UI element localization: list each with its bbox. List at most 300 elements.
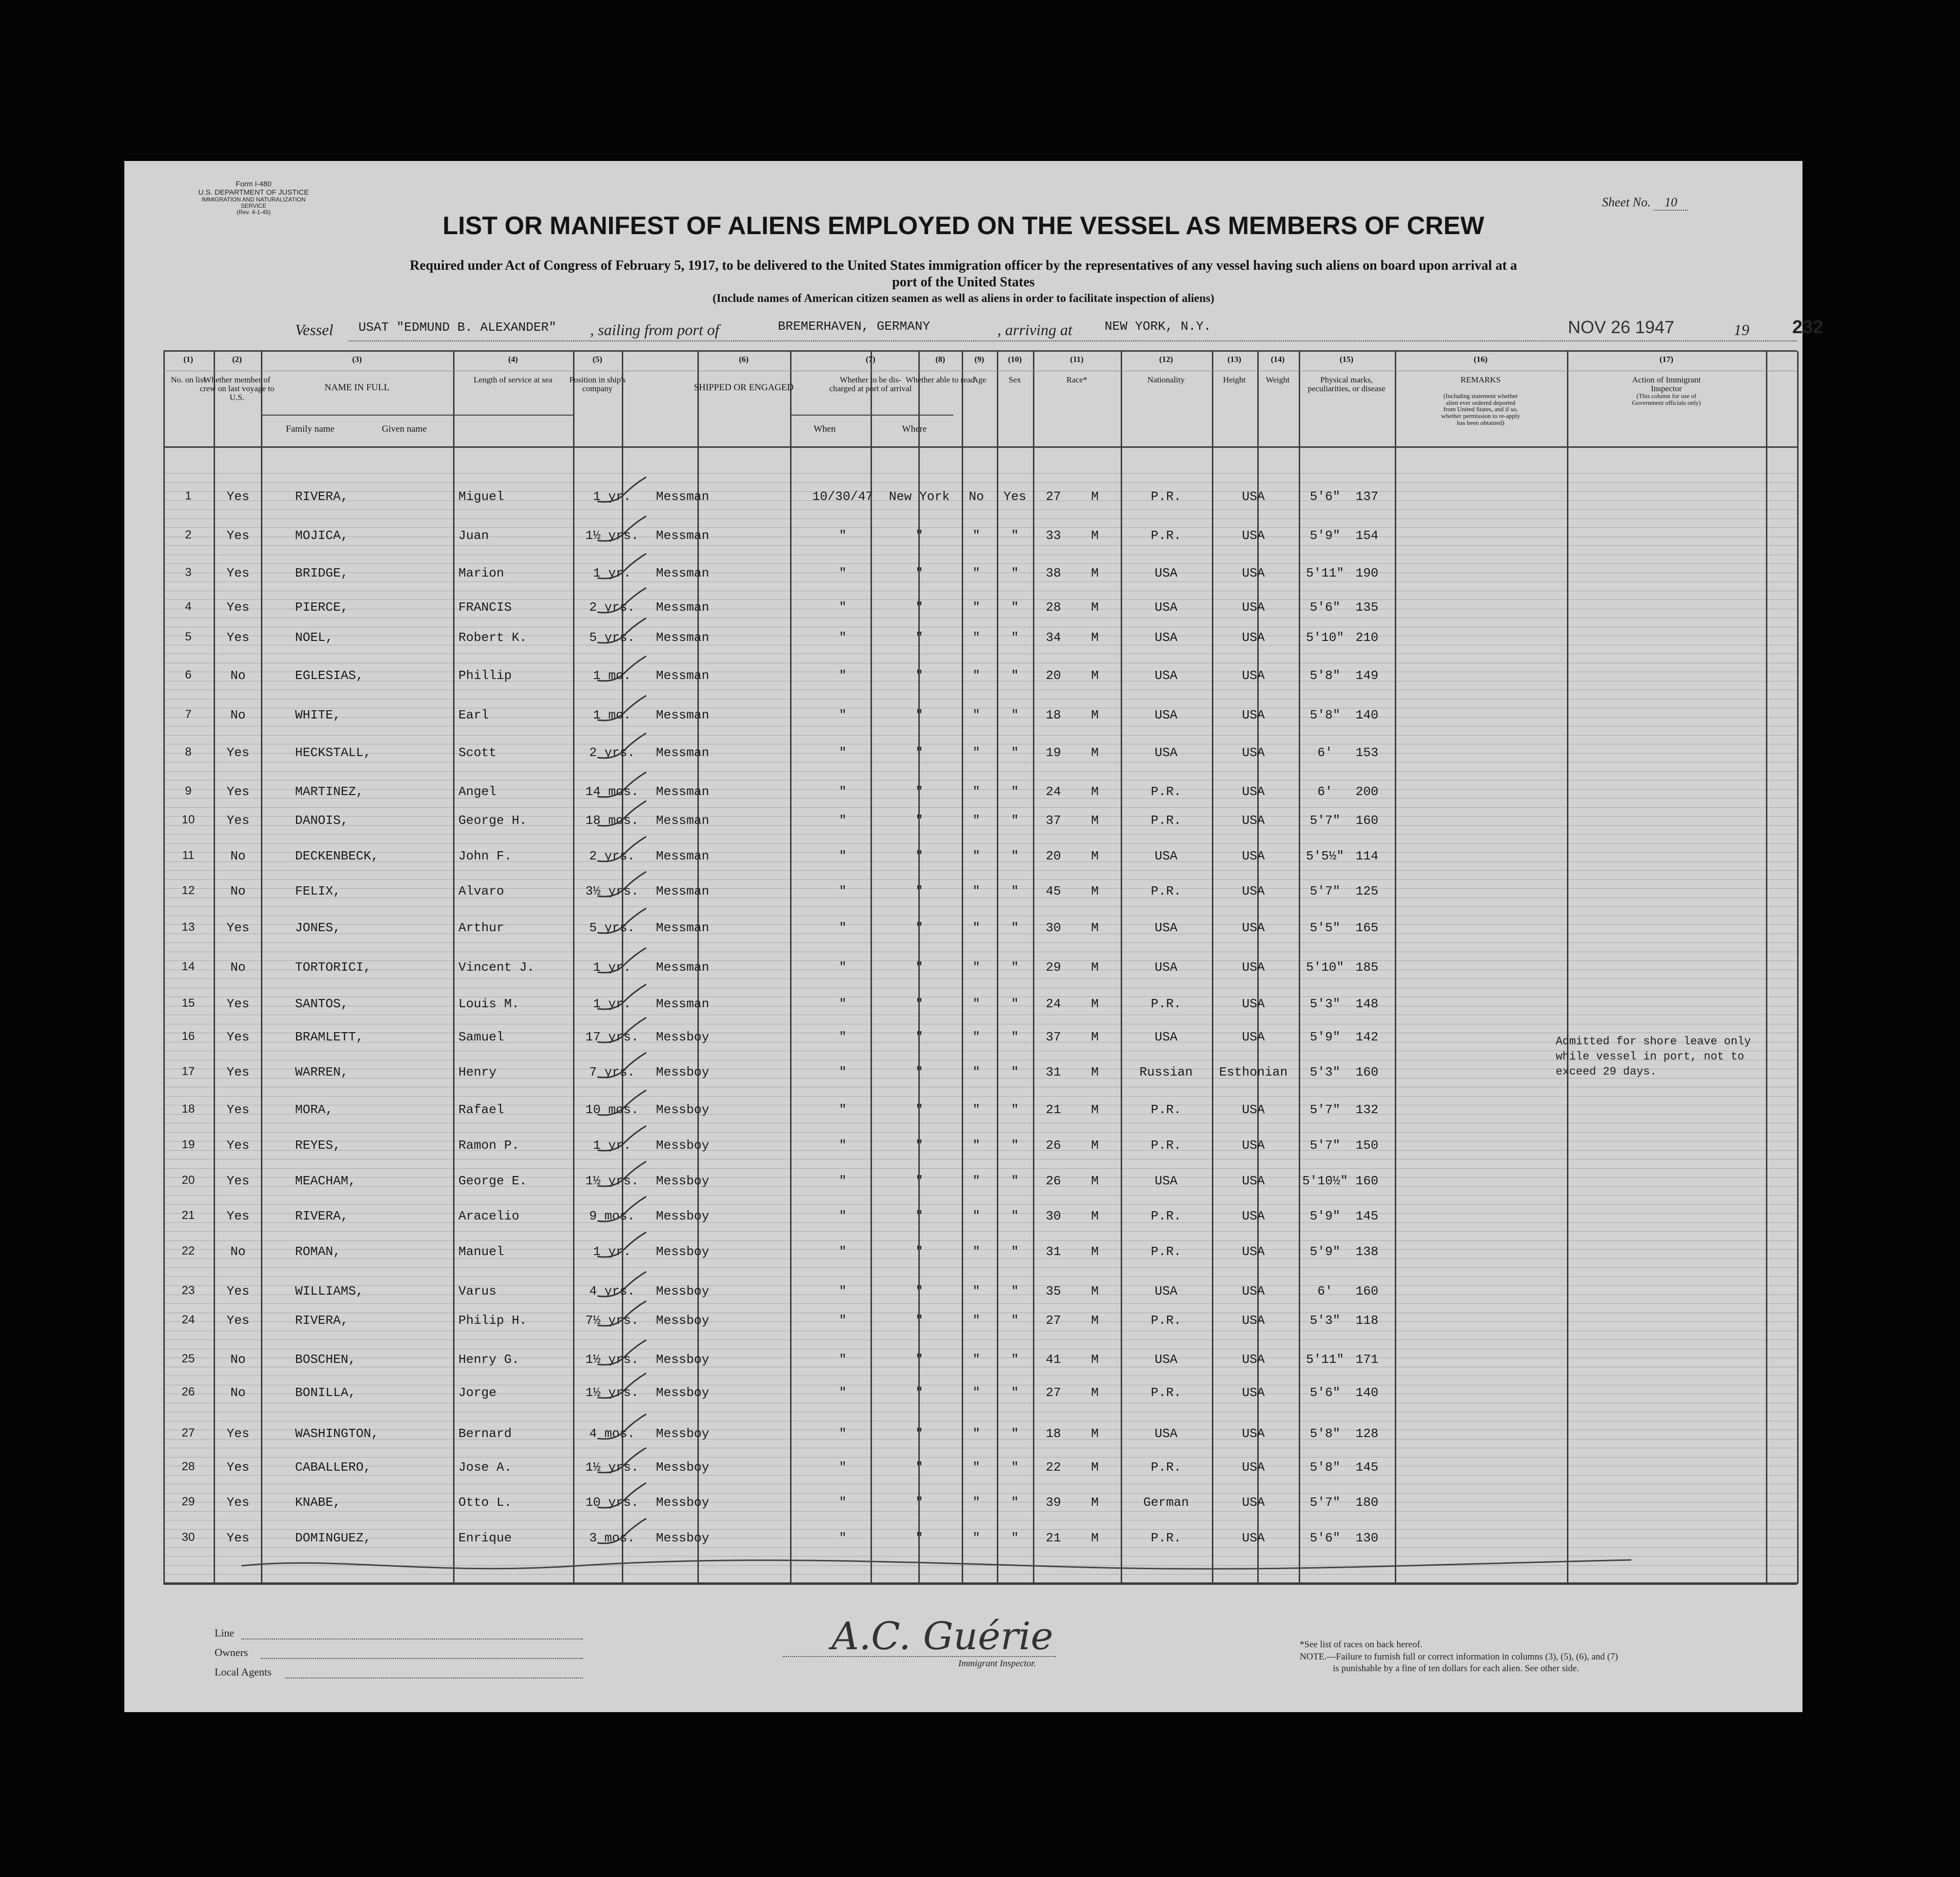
position: Messboy	[656, 1030, 710, 1044]
age: 41	[1046, 1352, 1061, 1367]
shipped-where: "	[915, 600, 923, 615]
shipped-when: 10/30/47	[812, 489, 873, 504]
discharged: "	[972, 708, 980, 722]
ruled-line	[163, 1529, 1797, 1530]
family-name: NOEL,	[295, 630, 334, 645]
shipped-where: "	[915, 668, 923, 683]
discharged: "	[972, 884, 980, 899]
row-number: 20	[181, 1174, 195, 1187]
local-agents-label: Local Agents	[215, 1666, 272, 1678]
family-name: RIVERA,	[295, 489, 349, 504]
service-length: 1 yr.	[593, 1244, 632, 1259]
shipped-when: "	[839, 1284, 847, 1298]
discharged: "	[972, 745, 980, 760]
service-length: 18 mos.	[585, 813, 639, 828]
weight: 128	[1355, 1426, 1379, 1441]
race: USA	[1154, 630, 1178, 645]
row-number: 3	[185, 566, 192, 579]
nationality: USA	[1242, 813, 1265, 828]
service-length: 14 mos.	[585, 784, 639, 799]
shipped-where: "	[915, 1138, 923, 1153]
race: USA	[1154, 960, 1178, 975]
footnote-block	[1300, 1639, 1618, 1675]
shipped-where: "	[915, 784, 923, 799]
sex: M	[1091, 528, 1099, 543]
position: Messman	[656, 920, 710, 935]
prev-voyage: Yes	[226, 997, 250, 1011]
vessel-name: USAT "EDMUND B. ALEXANDER"	[358, 320, 556, 335]
age: 28	[1046, 600, 1061, 615]
shipped-when: "	[839, 630, 847, 645]
shipped-when: "	[839, 1102, 847, 1117]
position: Messman	[656, 960, 710, 975]
table-row	[124, 849, 1802, 868]
check-mark	[595, 1412, 649, 1446]
position: Messman	[656, 997, 710, 1011]
age: 22	[1046, 1460, 1061, 1475]
arrival-date-stamp: NOV 26 1947	[1568, 317, 1675, 337]
service-length: 1½ yrs.	[585, 1174, 639, 1188]
family-name: MORA,	[295, 1102, 334, 1117]
remark-line-1: Admitted for shore leave only	[1556, 1035, 1751, 1048]
nationality: USA	[1242, 1030, 1265, 1044]
service-length: 1 yr.	[593, 960, 632, 975]
nationality: USA	[1242, 997, 1265, 1011]
row-number: 14	[181, 960, 195, 973]
check-mark	[595, 1088, 649, 1122]
race: P.R.	[1150, 1385, 1182, 1400]
position: Messman	[656, 668, 710, 683]
sex: M	[1091, 1174, 1099, 1188]
column-number: (9)	[974, 355, 984, 364]
discharged: "	[972, 920, 980, 935]
local-agents-field	[285, 1677, 583, 1678]
service-length: 1½ yrs.	[585, 1460, 639, 1475]
family-name: TORTORICI,	[295, 960, 372, 975]
check-mark	[595, 799, 649, 833]
position: Messboy	[656, 1102, 710, 1117]
ruled-line	[163, 509, 1797, 510]
position: Messman	[656, 600, 710, 615]
nationality: USA	[1242, 884, 1265, 899]
discharged: "	[972, 997, 980, 1011]
ruled-line	[163, 771, 1797, 772]
table-row	[124, 1030, 1802, 1049]
service-length: 1½ yrs.	[585, 1385, 639, 1400]
column-number: (13)	[1227, 355, 1242, 364]
shipped-when: "	[839, 1244, 847, 1259]
height: 5'9"	[1309, 1244, 1341, 1259]
nationality: USA	[1242, 489, 1265, 504]
prev-voyage: No	[230, 1244, 246, 1259]
service-length: 5 yrs.	[589, 630, 635, 645]
height: 5'10½"	[1302, 1174, 1348, 1188]
discharged: "	[972, 1426, 980, 1441]
row-number: 27	[181, 1426, 195, 1439]
service-length: 2 yrs.	[589, 745, 635, 760]
service-length: 4 mos.	[589, 1426, 635, 1441]
form-id: Form I-480	[236, 180, 272, 188]
race: USA	[1154, 849, 1178, 863]
weight: 153	[1355, 745, 1379, 760]
table-top-border	[163, 350, 1797, 352]
weight: 171	[1355, 1352, 1379, 1367]
shipped-when: "	[839, 1138, 847, 1153]
age: 26	[1046, 1174, 1061, 1188]
family-name: JONES,	[295, 920, 341, 935]
prev-voyage: No	[230, 1385, 246, 1400]
ruled-line	[163, 1240, 1797, 1241]
column-header: Action of Immigrant Inspector	[1632, 375, 1701, 393]
position: Messman	[656, 489, 710, 504]
given-name: Miguel	[458, 489, 504, 504]
subtitle-3: (Include names of American citizen seamen as well as aliens in order to facilitate inspection of aliens)	[713, 292, 1214, 305]
nationality: USA	[1242, 566, 1265, 580]
race: USA	[1154, 708, 1178, 722]
race: P.R.	[1150, 1244, 1182, 1259]
able-to-read: "	[1011, 1531, 1019, 1545]
discharged: "	[972, 1313, 980, 1328]
discharged: "	[972, 1460, 980, 1475]
given-name: Enrique	[458, 1531, 512, 1545]
remark-line-3: exceed 29 days.	[1556, 1065, 1657, 1078]
height: 5'9"	[1309, 1209, 1341, 1223]
weight: 200	[1355, 784, 1379, 799]
row-number: 8	[185, 745, 192, 759]
given-name: Angel	[458, 784, 497, 799]
sex: M	[1091, 1244, 1099, 1259]
ruled-line	[163, 834, 1797, 835]
position: Messman	[656, 784, 710, 799]
check-mark	[595, 1194, 649, 1228]
height: 5'10"	[1306, 630, 1345, 645]
prev-voyage: Yes	[226, 1102, 250, 1117]
sex: M	[1091, 630, 1099, 645]
position: Messman	[656, 528, 710, 543]
service-length: 7 yrs.	[589, 1065, 635, 1079]
ruled-line	[163, 906, 1797, 907]
prev-voyage: No	[230, 708, 246, 722]
row-number: 17	[181, 1065, 195, 1078]
sex: M	[1091, 884, 1099, 899]
age: 37	[1046, 1030, 1061, 1044]
table-row	[124, 1244, 1802, 1264]
weight: 125	[1355, 884, 1379, 899]
weight: 210	[1355, 630, 1379, 645]
nationality: USA	[1242, 784, 1265, 799]
weight: 160	[1355, 1174, 1379, 1188]
table-row	[124, 1138, 1802, 1158]
service-length: 10 mos.	[585, 1102, 639, 1117]
weight: 140	[1355, 1385, 1379, 1400]
prev-voyage: Yes	[226, 528, 250, 543]
able-to-read: "	[1011, 630, 1019, 645]
discharged: "	[972, 849, 980, 863]
table-row	[124, 745, 1802, 765]
shipped-subheader-rule	[790, 415, 953, 416]
weight: 130	[1355, 1531, 1379, 1545]
height: 5'7"	[1309, 884, 1341, 899]
position: Messman	[656, 849, 710, 863]
check-mark	[595, 654, 649, 688]
check-mark	[595, 1480, 649, 1515]
height: 5'5"	[1309, 920, 1341, 935]
weight: 180	[1355, 1495, 1379, 1510]
given-name: Manuel	[458, 1244, 504, 1259]
nationality: USA	[1242, 920, 1265, 935]
age: 21	[1046, 1531, 1061, 1545]
shipped-where: New York	[889, 489, 950, 504]
arriving-label: , arriving at	[997, 321, 1072, 339]
shipped-where: "	[915, 1531, 923, 1545]
note-line-2: is punishable by a fine of ten dollars for each alien. See other side.	[1333, 1663, 1579, 1674]
prev-voyage: No	[230, 1352, 246, 1367]
column-header: Nationality	[1147, 375, 1185, 384]
port-to: NEW YORK, N.Y.	[1105, 319, 1211, 334]
row-number: 24	[181, 1313, 195, 1326]
inspector-signature: A.C. Guérie	[832, 1615, 1053, 1658]
age: 19	[1046, 745, 1061, 760]
row-number: 13	[181, 920, 195, 934]
able-to-read: "	[1011, 1284, 1019, 1298]
weight: 140	[1355, 708, 1379, 722]
family-name: WARREN,	[295, 1065, 349, 1079]
family-name: DOMINGUEZ,	[295, 1531, 372, 1545]
sex: M	[1091, 1426, 1099, 1441]
race: P.R.	[1150, 884, 1182, 899]
height: 6'	[1317, 1284, 1333, 1298]
sex: M	[1091, 708, 1099, 722]
height: 5'6"	[1309, 600, 1341, 615]
shipped-where: "	[915, 1284, 923, 1298]
row-number: 21	[181, 1209, 195, 1222]
form-id-block	[198, 180, 310, 216]
row-number: 10	[181, 813, 195, 826]
shipped-where: "	[915, 1460, 923, 1475]
given-name: FRANCIS	[458, 600, 512, 615]
service: IMMIGRATION AND NATURALIZATION SERVICE	[201, 196, 306, 210]
discharged: "	[972, 1209, 980, 1223]
check-mark	[595, 585, 649, 619]
subtitle-1: Required under Act of Congress of February 5, 1917, to be delivered to the United States immigration officer by the representatives of any vessel having such aliens on board upon arrival at a	[410, 258, 1517, 273]
row-number: 9	[185, 784, 192, 798]
age: 30	[1046, 1209, 1061, 1223]
row-number: 26	[181, 1385, 195, 1398]
given-name: Alvaro	[458, 884, 504, 899]
shipped-where: "	[915, 708, 923, 722]
prev-voyage: Yes	[226, 784, 250, 799]
table-row	[124, 1352, 1802, 1372]
table-row	[124, 997, 1802, 1016]
table-bottom-border	[163, 1582, 1797, 1585]
height: 5'3"	[1309, 997, 1341, 1011]
weight: 118	[1355, 1313, 1379, 1328]
position: Messboy	[656, 1426, 710, 1441]
weight: 154	[1355, 528, 1379, 543]
service-length: 1 mo.	[593, 668, 632, 683]
nationality: USA	[1242, 528, 1265, 543]
family-name: MARTINEZ,	[295, 784, 364, 799]
table-row	[124, 489, 1802, 509]
ruled-line	[163, 870, 1797, 871]
column-number: (11)	[1070, 355, 1084, 364]
column-header: Whether member of crew on last voyage to U.S.	[199, 375, 275, 402]
family-name: MEACHAM,	[295, 1174, 356, 1188]
position: Messboy	[656, 1352, 710, 1367]
ruled-line	[163, 473, 1797, 474]
sex: M	[1091, 784, 1099, 799]
signature-line	[783, 1656, 1056, 1657]
race: Russian	[1139, 1065, 1193, 1079]
weight: 190	[1355, 566, 1379, 580]
family-name: REYES,	[295, 1138, 341, 1153]
ruled-line	[163, 527, 1797, 528]
shipped-where: "	[915, 997, 923, 1011]
table-row	[124, 1284, 1802, 1303]
position: Messboy	[656, 1460, 710, 1475]
shipped-when: "	[839, 708, 847, 722]
nationality: USA	[1242, 1209, 1265, 1223]
age: 37	[1046, 813, 1061, 828]
given-name: Aracelio	[458, 1209, 519, 1223]
table-row	[124, 668, 1802, 688]
shipped-when: "	[839, 1460, 847, 1475]
row-number: 30	[181, 1531, 195, 1544]
family-name: SANTOS,	[295, 997, 349, 1011]
family-name: RIVERA,	[295, 1313, 349, 1328]
check-mark	[595, 1298, 649, 1333]
prev-voyage: Yes	[226, 566, 250, 580]
discharged: "	[972, 600, 980, 615]
discharged: "	[972, 1352, 980, 1367]
weight: 145	[1355, 1209, 1379, 1223]
table-row	[124, 1065, 1802, 1084]
column-header: Length of service at sea	[474, 375, 553, 384]
note-races: *See list of races on back hereof.	[1300, 1639, 1423, 1650]
sex: M	[1091, 960, 1099, 975]
column-header: Whether able to read	[905, 375, 975, 384]
check-mark	[595, 1123, 649, 1158]
family-name: BRAMLETT,	[295, 1030, 364, 1044]
discharged: No	[969, 489, 984, 504]
nationality: USA	[1242, 630, 1265, 645]
column-subheader: Family name	[286, 424, 335, 434]
height: 5'6"	[1309, 1531, 1341, 1545]
position: Messman	[656, 745, 710, 760]
nationality: USA	[1242, 1174, 1265, 1188]
ruled-line	[163, 563, 1797, 564]
prev-voyage: Yes	[226, 1460, 250, 1475]
ruled-line	[163, 1303, 1797, 1304]
prev-voyage: Yes	[226, 1495, 250, 1510]
owners-label: Owners	[215, 1646, 248, 1658]
closing-wavy-line	[237, 1551, 1636, 1580]
nationality: USA	[1242, 960, 1265, 975]
age: 20	[1046, 849, 1061, 863]
shipped-where: "	[915, 960, 923, 975]
subtitle-2: port of the United States	[892, 275, 1035, 290]
weight: 132	[1355, 1102, 1379, 1117]
given-name: George H.	[458, 813, 527, 828]
nationality: USA	[1242, 1531, 1265, 1545]
nationality: USA	[1242, 1244, 1265, 1259]
row-number: 23	[181, 1284, 195, 1297]
age: 18	[1046, 1426, 1061, 1441]
race: USA	[1154, 566, 1178, 580]
prev-voyage: Yes	[226, 1313, 250, 1328]
ruled-line	[163, 1457, 1797, 1458]
family-name: FELIX,	[295, 884, 341, 899]
prev-voyage: Yes	[226, 489, 250, 504]
sex: M	[1091, 849, 1099, 863]
vessel-line-rule	[349, 340, 1797, 341]
column-subheader: Where	[902, 424, 927, 434]
check-mark	[595, 1338, 649, 1372]
column-subheader: When	[813, 424, 836, 434]
given-name: Juan	[458, 528, 489, 543]
column-header: REMARKS	[1460, 375, 1501, 384]
weight: 149	[1355, 668, 1379, 683]
discharged: "	[972, 668, 980, 683]
check-mark	[595, 514, 649, 548]
family-name: HECKSTALL,	[295, 745, 372, 760]
race: USA	[1154, 1284, 1178, 1298]
year-label: 19	[1734, 321, 1749, 339]
race: P.R.	[1150, 528, 1182, 543]
nationality: USA	[1242, 1385, 1265, 1400]
shipped-when: "	[839, 784, 847, 799]
row-number: 6	[185, 668, 192, 681]
prev-voyage: Yes	[226, 1209, 250, 1223]
nationality: USA	[1242, 745, 1265, 760]
column-number: (5)	[593, 355, 602, 364]
able-to-read: "	[1011, 1352, 1019, 1367]
sex: M	[1091, 1102, 1099, 1117]
nationality: USA	[1242, 1313, 1265, 1328]
height: 6'	[1317, 745, 1333, 760]
race: USA	[1154, 745, 1178, 760]
service-length: 1 mo.	[593, 708, 632, 722]
discharged: "	[972, 1030, 980, 1044]
column-number: (12)	[1159, 355, 1173, 364]
sex: M	[1091, 745, 1099, 760]
shipped-when: "	[839, 1065, 847, 1079]
position: Messboy	[656, 1284, 710, 1298]
discharged: "	[972, 566, 980, 580]
table-row	[124, 960, 1802, 979]
sex: M	[1091, 1531, 1099, 1545]
service-length: 3 mos.	[589, 1531, 635, 1545]
race: USA	[1154, 1426, 1178, 1441]
row-number: 28	[181, 1460, 195, 1473]
column-header: NAME IN FULL	[324, 382, 390, 393]
shipped-when: "	[839, 1352, 847, 1367]
shipped-where: "	[915, 1495, 923, 1510]
height: 5'3"	[1309, 1313, 1341, 1328]
family-name: BOSCHEN,	[295, 1352, 356, 1367]
prev-voyage: No	[230, 884, 246, 899]
check-mark	[595, 945, 649, 979]
row-number: 11	[182, 849, 195, 862]
shipped-when: "	[839, 1385, 847, 1400]
service-length: 5 yrs.	[589, 920, 635, 935]
given-name: Earl	[458, 708, 489, 722]
family-name: PIERCE,	[295, 600, 349, 615]
position: Messboy	[656, 1174, 710, 1188]
check-mark	[595, 906, 649, 940]
race: P.R.	[1150, 1138, 1182, 1153]
shipped-when: "	[839, 1030, 847, 1044]
